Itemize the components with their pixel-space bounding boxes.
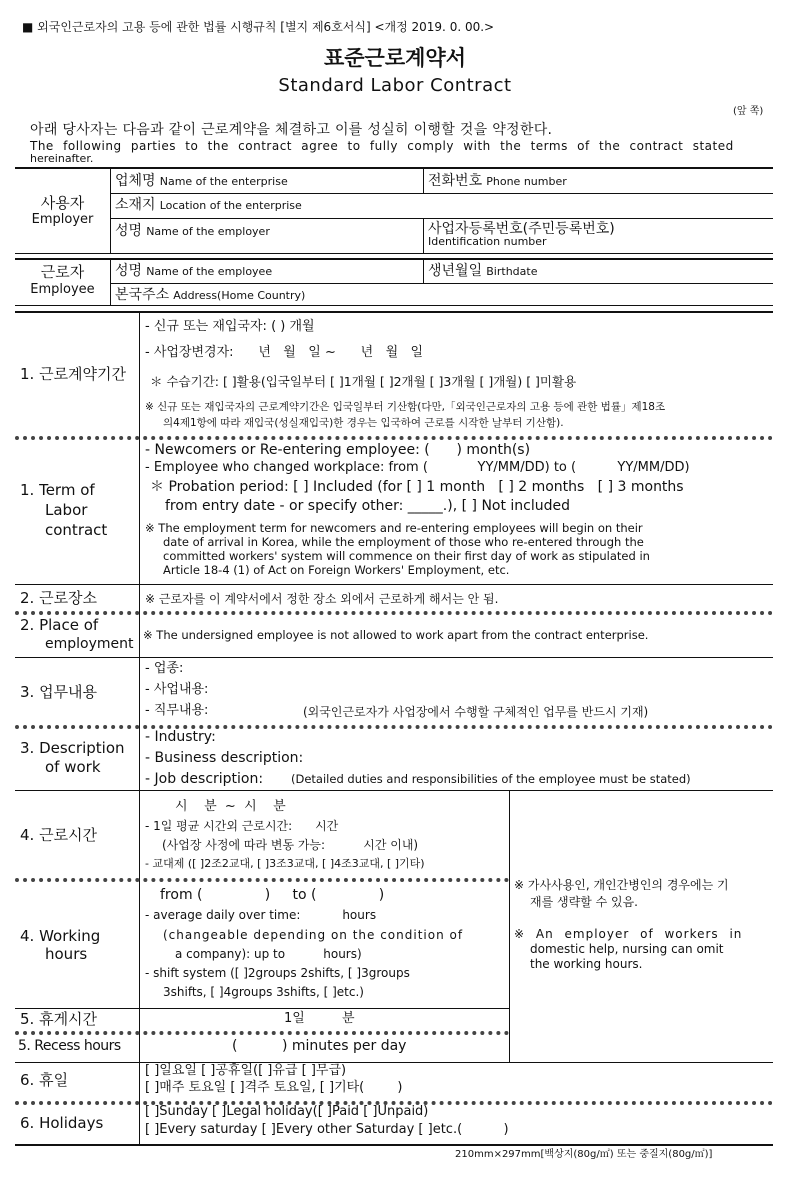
place-label-en-1: 2. Place of [20,616,99,634]
term-label-en-1: 1. Term of [20,481,95,499]
location-field: 소재지 Location of the enterprise [115,197,302,213]
holidays-ko-1: [ ]일요일 [ ]공휴일([ ]유급 [ ]무급) [145,1063,347,1078]
term-ko-2: - 사업장변경자: 년 월 일 ~ 년 월 일 [145,345,424,360]
dotted-divider [15,878,509,882]
dotted-divider [15,725,773,729]
hours-label-en-2: hours [45,945,88,963]
hours-side-en-3: the working hours. [530,957,643,971]
page-title-ko: 표준근로계약서 [323,46,466,70]
dotted-divider [15,436,773,440]
phone-field: 전화번호 Phone number [428,173,567,189]
rule [15,1144,773,1146]
divider [110,168,111,254]
term-en-note-1: ※ The employment term for newcomers and re-entering employees will begin on their [145,521,643,535]
employer-label-en: Employer [31,212,94,227]
term-ko-note-1: ※ 신규 또는 재입국자의 근로계약기간은 입국일부터 기산함(다만,「외국인근로자의 고용 등에 관한 법률」제18조 [145,401,666,413]
hours-label-ko: 4. 근로시간 [20,826,98,844]
term-en-1: - Newcomers or Re-entering employee: ( ) month(s) [145,442,531,458]
hours-en-5: - shift system ([ ]2groups 2shifts, [ ]3groups [145,966,410,980]
term-en-4: from entry date - or specify other: _____.), [ ] Not included [165,498,571,514]
rule [110,193,773,194]
term-label-en-2: Labor [45,501,88,519]
duties-label-en-1: 3. Description [20,739,125,757]
term-en-3: ＊ Probation period: [ ] Included (for [ ] 1 month [ ] 2 months [ ] 3 months [150,479,684,495]
term-ko-note-2: 의4제1항에 따라 재입국(성실재입국)한 경우는 입국하여 근로를 시작한 날부터 기산함). [163,417,564,429]
holidays-en-1: [ ]Sunday [ ]Legal holiday([ ]Paid [ ]Unpaid) [145,1104,429,1119]
rule [15,1008,509,1009]
intro-ko: 아래 당사자는 다음과 같이 근로계약을 체결하고 이를 성실히 이행할 것을 약정한다. [30,122,553,138]
holidays-ko-2: [ ]매주 토요일 [ ]격주 토요일, [ ]기타( ) [145,1080,403,1095]
employee-name-field: 성명 Name of the employee [115,263,273,279]
hours-side-en-2: domestic help, nursing can omit [530,942,724,956]
term-en-note-4: Article 18-4 (1) of Act on Foreign Workers' Employment, etc. [163,563,510,577]
divider [423,168,424,193]
rule [15,253,773,254]
holidays-label-ko: 6. 휴일 [20,1071,69,1089]
rule [15,657,773,658]
page-side: (앞 쪽) [733,106,764,117]
employer-label-ko: 사용자 [40,194,85,212]
duties-ko-2: - 사업내용: [145,682,209,697]
place-label-ko: 2. 근로장소 [20,589,98,607]
term-ko-3: ＊ 수습기간: [ ]활용(입국일부터 [ ]1개월 [ ]2개월 [ ]3개월 [ ]개월) [ ]미활용 [150,374,577,389]
rule [15,311,773,313]
rule [110,218,773,219]
intro-en-1: The following parties to the contract agree to fully comply with the terms of the contract stated [30,139,734,153]
holidays-en-2: [ ]Every saturday [ ]Every other Saturday [ ]etc.( ) [145,1122,509,1137]
place-en: ※ The undersigned employee is not allowed to work apart from the contract enterprise. [143,628,649,642]
duties-en-1: - Industry: [145,729,216,745]
hours-en-3: (changeable depending on the condition of [163,928,464,942]
page-title-en: Standard Labor Contract [278,75,512,96]
divider [423,218,424,254]
divider [509,791,510,1063]
rule [15,167,773,169]
dotted-divider [15,1031,509,1035]
rule [15,790,773,791]
duties-ko-3-note: (외국인근로자가 사업장에서 수행할 구체적인 업무를 반드시 기재) [303,705,649,719]
birthdate-field: 생년월일 Birthdate [428,263,538,279]
intro-en-2: hereinafter. [30,152,94,165]
hours-side-en-1: ※ An employer of workers in [514,927,743,941]
term-en-2: - Employee who changed workplace: from ( YY/MM/DD) to ( YY/MM/DD) [145,460,690,475]
address-field: 본국주소 Address(Home Country) [115,287,306,303]
recess-en: ( ) minutes per day [232,1038,407,1054]
term-en-note-3: committed workers' system will commence on their first day of work as stipulated in [163,549,650,563]
rule [110,283,773,284]
rule [15,584,773,585]
hours-en-1: from ( ) to ( ) [160,887,385,903]
duties-en-2: - Business description: [145,750,304,766]
hours-label-en-1: 4. Working [20,927,101,945]
term-label-en-3: contract [45,521,108,539]
holidays-label-en: 6. Holidays [20,1114,104,1132]
term-label-ko: 1. 근로계약기간 [20,365,127,383]
term-en-note-2: date of arrival in Korea, while the employment of those who re-entered through the [163,535,644,549]
divider [423,259,424,283]
rule [15,258,773,260]
registration-label: 사업자등록번호(주민등록번호) [428,221,615,237]
form-header: ■ 외국인근로자의 고용 등에 관한 법률 시행규칙 [별지 제6호서식] <개정 2019. 0. 00.> [22,20,495,34]
paper-spec: 210mm×297mm[백상지(80g/㎡) 또는 중질지(80g/㎡)] [455,1149,713,1160]
hours-ko-2: - 1일 평균 시간외 근로시간: 시간 [145,819,339,833]
hours-ko-3: (사업장 사정에 따라 변동 가능: 시간 이내) [162,838,419,852]
hours-en-6: 3shifts, [ ]4groups 3shifts, [ ]etc.) [163,985,364,999]
recess-label-ko: 5. 휴게시간 [20,1010,98,1028]
duties-label-en-2: of work [45,758,101,776]
hours-en-2: - average daily over time: hours [145,908,377,922]
recess-label-en: 5. Recess hours [18,1038,121,1054]
employer-name-field: 성명 Name of the employer [115,223,270,239]
hours-side-ko-2: 재를 생략할 수 있음. [530,895,638,909]
identification-label: Identification number [428,235,547,248]
rule [15,305,773,306]
hours-en-4: a company): up to hours) [175,947,362,961]
hours-ko-4: - 교대제 ([ ]2조2교대, [ ]3조3교대, [ ]4조3교대, [ ]기타) [145,857,425,870]
duties-label-ko: 3. 업무내용 [20,683,98,701]
duties-ko-3: - 직무내용: [145,703,209,718]
rule [15,1062,773,1063]
place-label-en-2: employment [45,636,134,652]
duties-ko-1: - 업종: [145,661,184,676]
term-ko-1: - 신규 또는 재입국자: ( ) 개월 [145,319,315,334]
duties-en-3-note: (Detailed duties and responsibilities of the employee must be stated) [291,772,691,786]
hours-ko-1: 시 분 ~ 시 분 [175,799,286,814]
dotted-divider [15,611,773,615]
recess-ko: 1일 분 [284,1011,355,1026]
place-ko: ※ 근로자를 이 계약서에서 정한 장소 외에서 근로하게 해서는 안 됨. [145,592,499,606]
employee-label-ko: 근로자 [40,263,85,281]
enterprise-field: 업체명 Name of the enterprise [115,173,288,189]
duties-en-3: - Job description: [145,771,264,787]
employee-label-en: Employee [30,282,95,297]
hours-side-ko-1: ※ 가사사용인, 개인간병인의 경우에는 기 [514,878,729,892]
